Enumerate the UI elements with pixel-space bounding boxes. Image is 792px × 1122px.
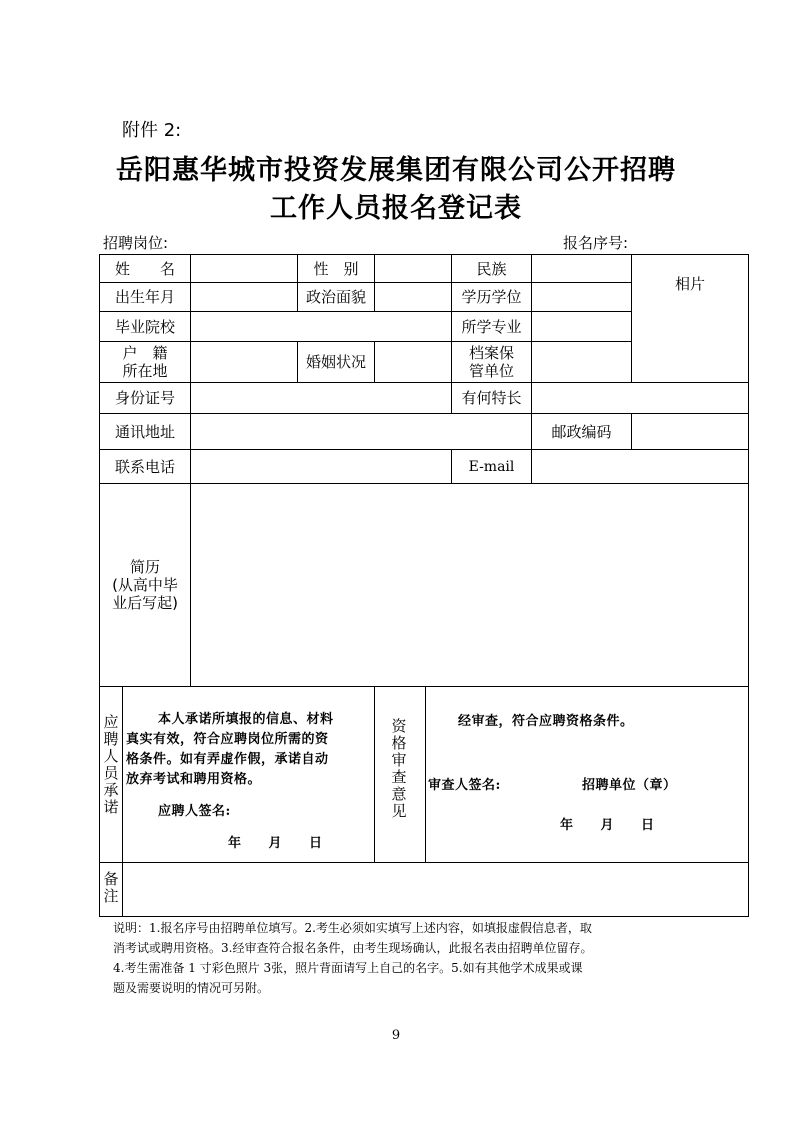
household-label-line1: 户 籍 xyxy=(122,344,168,362)
post-label: 招聘岗位: xyxy=(103,234,169,252)
note-line4: 题及需要说明的情况可另附。 xyxy=(113,981,270,995)
postcode-label: 邮政编码 xyxy=(551,422,612,441)
remarks-field[interactable] xyxy=(123,863,748,916)
col-line xyxy=(374,686,375,863)
row-line xyxy=(99,449,749,450)
resume-label-line2: (从高中毕 xyxy=(112,576,178,594)
unit-seal-label: 招聘单位（章） xyxy=(582,778,677,793)
birth-label: 出生年月 xyxy=(114,288,175,306)
id-number-label: 身份证号 xyxy=(114,389,175,407)
note-line1: 说明：1.报名序号由招聘单位填写。2.考生必须如实填写上述内容，如填报虚假信息者，取 xyxy=(113,921,592,935)
resume-label-line1: 简历 xyxy=(129,558,160,576)
phone-label: 联系电话 xyxy=(114,457,175,476)
archive-label-line1: 档案保 xyxy=(468,344,514,362)
photo-area[interactable] xyxy=(632,313,748,382)
photo-label: 相片 xyxy=(674,275,705,293)
archive-unit-label xyxy=(452,342,531,382)
form-title-line2: 工作人员报名登记表 xyxy=(270,193,522,224)
table-border-bottom xyxy=(99,916,749,917)
school-label: 毕业院校 xyxy=(114,317,175,336)
col-line xyxy=(374,341,375,383)
pledge-line1: 本人承诺所填报的信息、材料 xyxy=(158,712,334,727)
col-line xyxy=(374,254,375,312)
gender-label: 性 别 xyxy=(313,259,359,278)
ethnicity-label: 民族 xyxy=(476,259,507,278)
political-status-label: 政治面貌 xyxy=(305,288,366,306)
page-number: 9 xyxy=(391,1028,401,1043)
resume-field[interactable] xyxy=(191,484,748,686)
remarks-label: 备注 xyxy=(103,870,119,905)
name-label: 姓 名 xyxy=(114,259,175,278)
form-title-line1: 岳阳惠华城市投资发展集团有限公司公开招聘 xyxy=(116,155,676,186)
resume-label xyxy=(100,484,190,686)
annex-label: 附件 2: xyxy=(122,120,182,141)
row-line xyxy=(99,686,749,687)
review-text: 经审查，符合应聘资格条件。 xyxy=(458,714,634,729)
specialty-label: 有何特长 xyxy=(461,389,522,407)
row-line xyxy=(99,413,749,414)
note-line2: 消考试或聘用资格。3.经审查符合报名条件，由考生现场确认，此报名表由招聘单位留存。 xyxy=(113,941,593,955)
pledge-line3: 格条件。如有弄虚作假，承诺自动 xyxy=(126,752,329,767)
archive-label-line2: 管单位 xyxy=(468,362,514,380)
pledge-date: 年 月 日 xyxy=(228,836,323,851)
household-label xyxy=(100,342,190,382)
pledge-line4: 放弃考试和聘用资格。 xyxy=(126,772,262,787)
pledge-line2: 真实有效，符合应聘岗位所需的资 xyxy=(126,732,329,747)
education-label: 学历学位 xyxy=(461,288,522,306)
row-line xyxy=(99,382,749,383)
household-label-line2: 所在地 xyxy=(122,362,168,380)
table-border-right xyxy=(748,254,749,917)
marital-status-label: 婚姻状况 xyxy=(305,353,366,371)
address-label: 通讯地址 xyxy=(114,422,175,441)
review-date: 年 月 日 xyxy=(560,818,655,833)
reviewer-signature-label: 审查人签名: xyxy=(428,778,501,793)
pledge-label: 应聘人员承诺 xyxy=(103,713,119,816)
review-label: 资格审查意见 xyxy=(391,717,407,820)
serial-number-label: 报名序号: xyxy=(563,234,629,252)
applicant-signature-label: 应聘人签名: xyxy=(158,804,231,819)
col-line xyxy=(425,686,426,863)
email-label: E-mail xyxy=(468,458,515,475)
col-line xyxy=(631,413,632,450)
note-line3: 4.考生需准备 1 寸彩色照片 3张，照片背面请写上自己的名字。5.如有其他学术成果或课 xyxy=(113,961,583,975)
major-label: 所学专业 xyxy=(461,317,522,336)
resume-label-line3: 业后写起) xyxy=(112,594,178,612)
col-line xyxy=(531,254,532,414)
